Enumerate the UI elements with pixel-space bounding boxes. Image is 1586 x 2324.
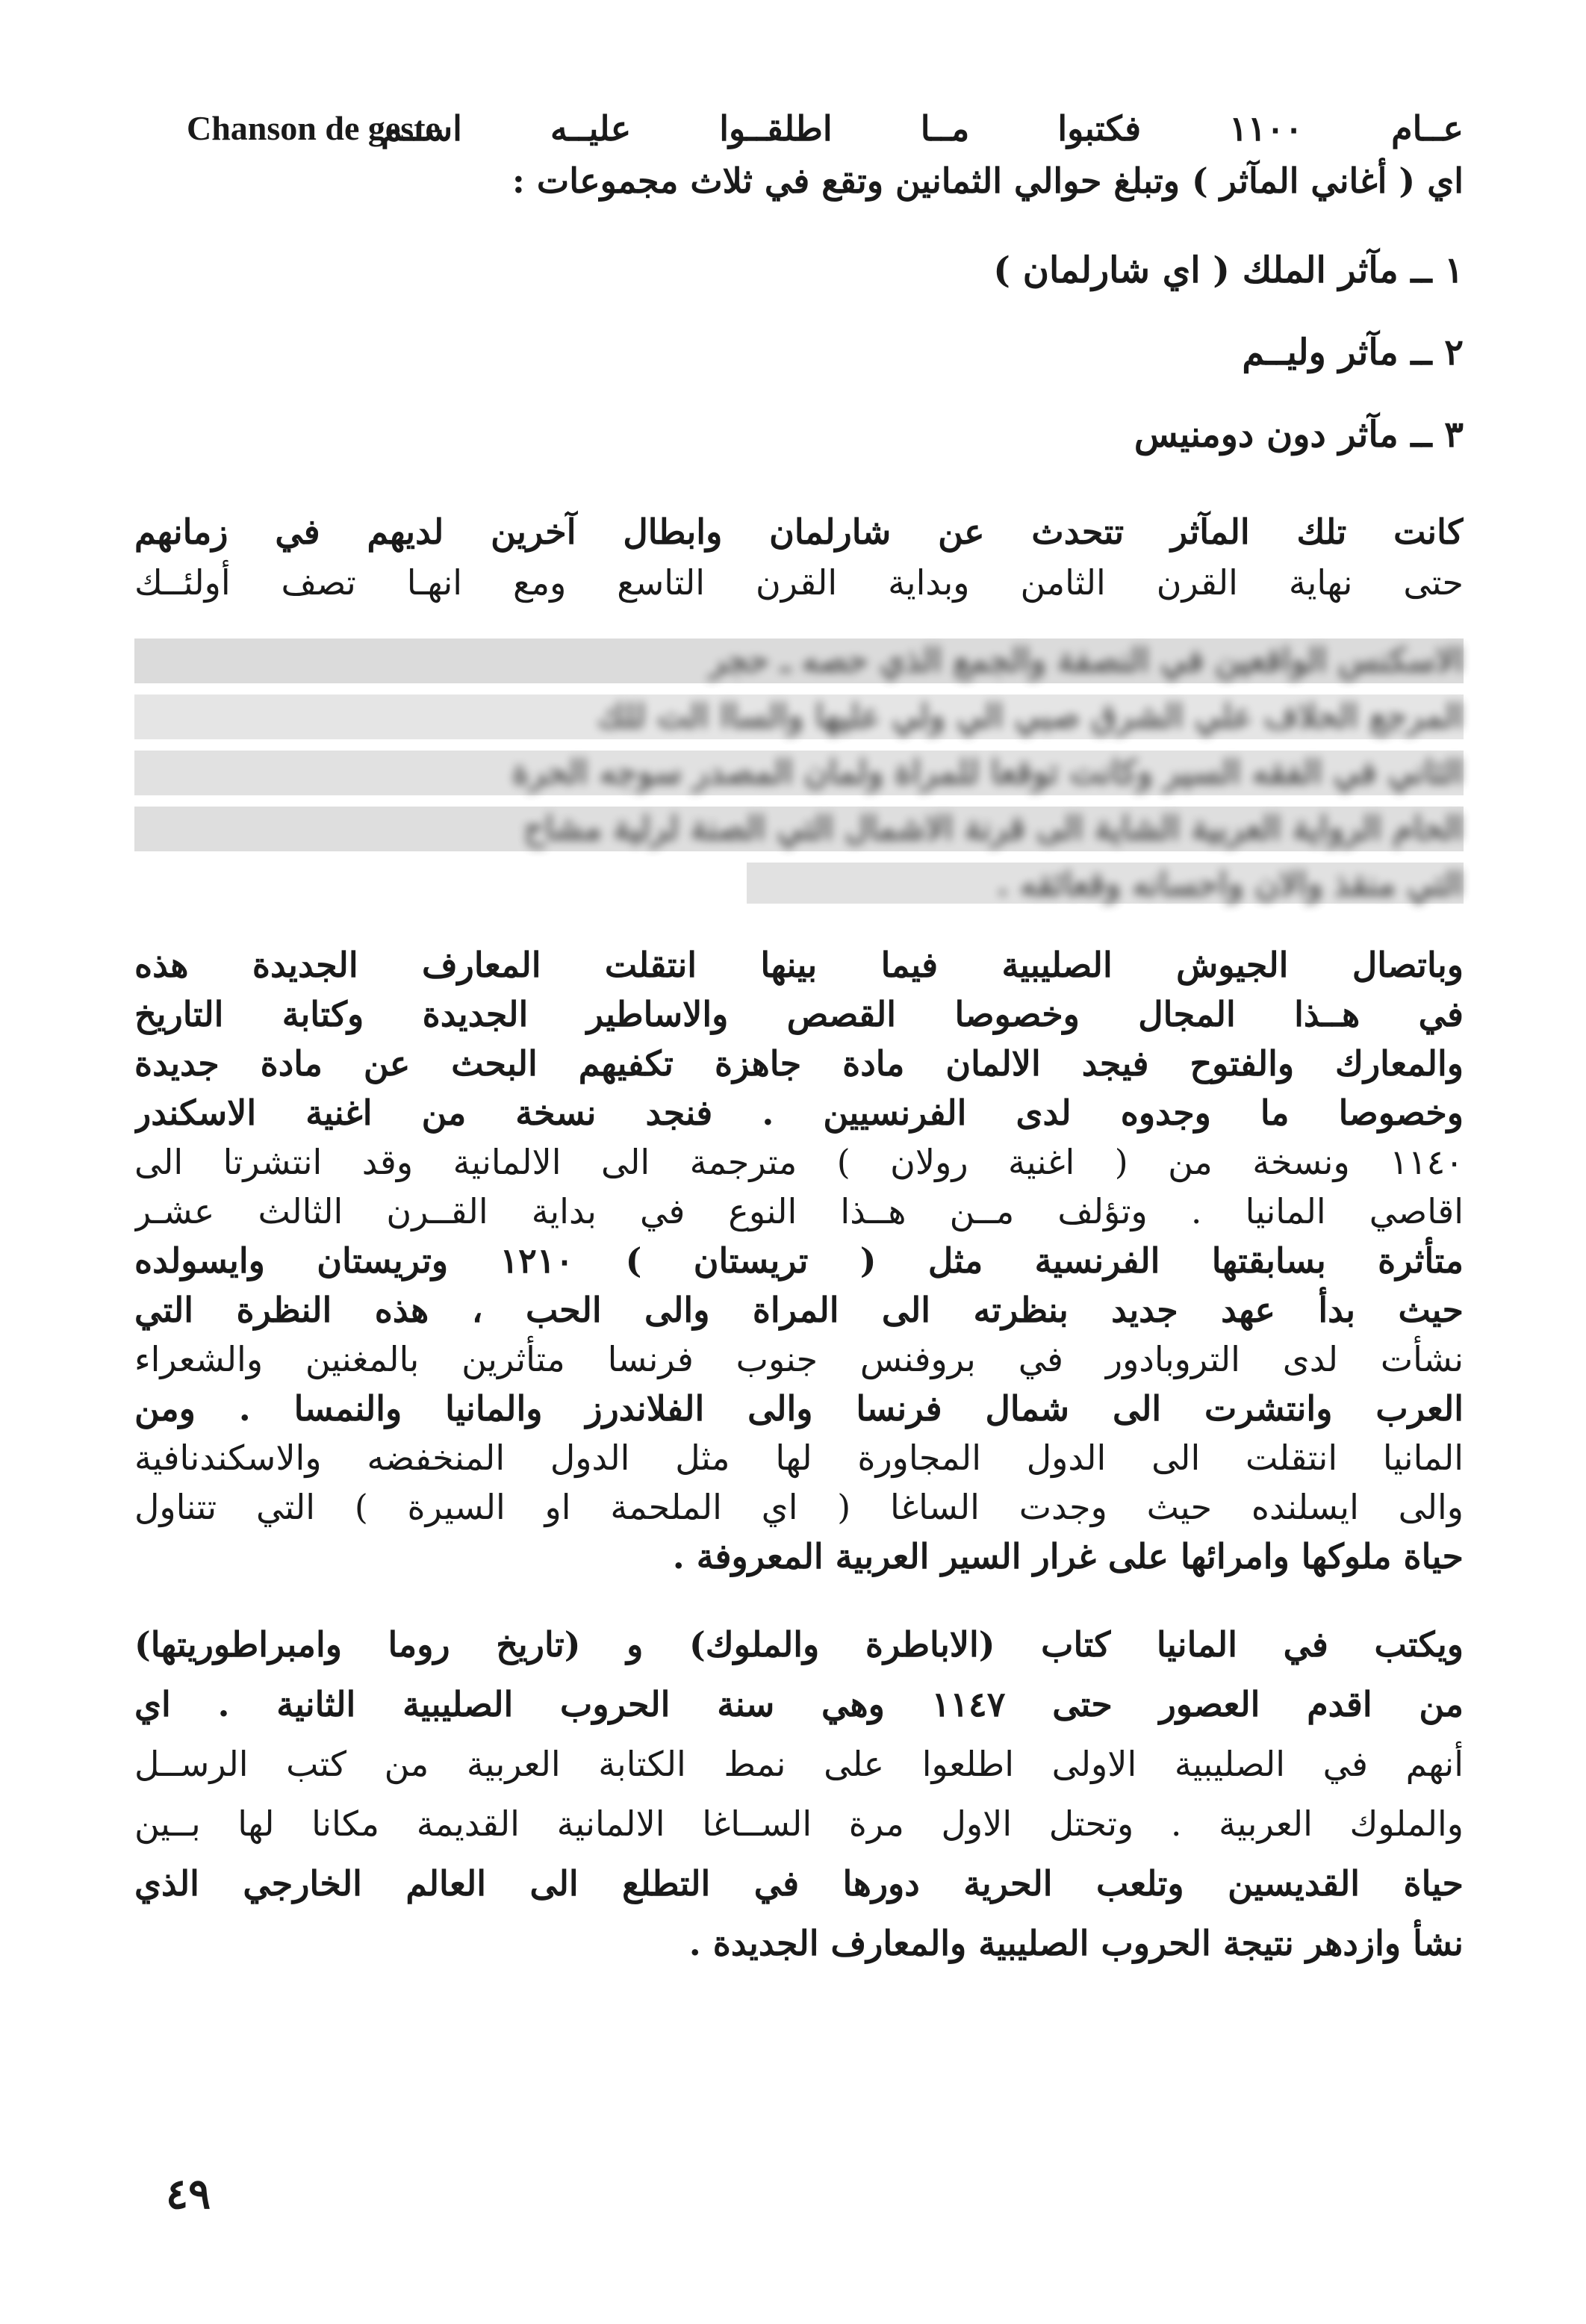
- paragraph-1-line-2: حتى نهاية القرن الثامن وبداية القرن التاسع ومع انهـا تصف أولئــك: [134, 562, 1464, 603]
- paragraph-2-line-5: ١١٤٠ ونسخة من ( اغنية رولان ) مترجمة الى الالمانية وقد انتشرتا الى: [134, 1142, 1464, 1182]
- paragraph-3-line-6: نشأ وازدهر نتيجة الحروب الصليبية والمعارف الجديدة .: [688, 1923, 1464, 1963]
- paragraph-3-line-2: من اقدم العصور حتى ١١٤٧ وهي سنة الحروب الصليبية الثانية . اي: [134, 1684, 1464, 1724]
- paragraph-2-line-13: حياة ملوكها وامرائها على غرار السير العربية المعروفة .: [672, 1536, 1464, 1576]
- latin-term: Chanson de geste: [187, 109, 441, 147]
- blurred-line-3: الثاني في الفقه السير وكانت توقعا للمراة ولمان المصدر سوجه الحرة: [511, 754, 1464, 792]
- paragraph-2-line-3: والمعارك والفتوح فيجد الالمان مادة جاهزة تكفيهم البحث عن مادة جديدة: [134, 1043, 1464, 1084]
- list-item-1: ١ ــ مآثر الملك ( اي شارلمان ): [993, 249, 1464, 291]
- blurred-line-2: المرجع الحلاف علي الشرق صبي الي ولي عليها والساا الت للك: [597, 697, 1464, 736]
- page-number: ٤٩: [166, 2169, 211, 2219]
- paragraph-2-line-4: وخصوصا ما وجدوه لدى الفرنسيين . فنجد نسخة من اغنية الاسكندر: [134, 1093, 1464, 1133]
- intro-line-2: اي ( أغاني المآثر ) وتبلغ حوالي الثمانين وتقع في ثلاث مجموعات :: [511, 161, 1464, 201]
- paragraph-3-line-1: ويكتب في المانيا كتاب (الاباطرة والملوك) و (تاريخ روما وامبراطوريتها): [134, 1624, 1464, 1665]
- blurred-line-1: الاسكنس الواقعين في النصفة والجمع الذي حصه ـ حجر: [709, 641, 1464, 680]
- paragraph-2-line-10: العرب وانتشرت الى شمال فرنسا والى الفلاندرز والمانيا والنمسا . ومن: [134, 1388, 1464, 1429]
- paragraph-2-line-12: والى ايسلنده حيث وجدت الساغا ( اي الملحمة او السيرة ) التي تتناول: [134, 1487, 1464, 1527]
- paragraph-3-line-4: والملوك العربية . وتحتل الاول مرة الســاغا الالمانية القديمة مكانا لها بــين: [134, 1803, 1464, 1844]
- paragraph-1-line-1: كانت تلك المآثر تتحدث عن شارلمان وابطال آخرين لديهم في زمانهم: [134, 512, 1464, 552]
- paragraph-2-line-11: المانيا انتقلت الى الدول المجاورة لها مثل الدول المنخفضه والاسكندنافية: [134, 1438, 1464, 1478]
- blurred-line-4: الحام الرواية العربية الشاية الى قرنة الاشمال التي الصنة لرلية مشاح: [523, 810, 1464, 848]
- list-item-2: ٢ ــ مآثر وليــم: [1242, 332, 1464, 373]
- blurred-line-5: التي منقذ والان واحسانه وقعائقه .: [997, 866, 1464, 904]
- paragraph-2-line-7: متأثرة بسابقتها الفرنسية مثل ( تريستان ) ١٢١٠ وتريستان وايسولده: [134, 1240, 1464, 1281]
- document-page-continued: [134, 941, 1464, 2210]
- paragraph-2-line-8: حيث بدأ عهد جديد بنظرته الى المراة والى الحب ، هذه النظرة التي: [134, 1290, 1464, 1330]
- intro-line-1: عــام ١١٠٠ فكتبوا مــا اطلقــوا عليــه اســم: [381, 108, 1464, 149]
- paragraph-2-line-6: اقاصي المانيا . وتؤلف مــن هــذا النوع في بداية القــرن الثالث عشـر: [134, 1191, 1464, 1231]
- paragraph-2-line-2: في هــذا المجال وخصوصا القصص والاساطير الجديدة وكتابة التاريخ: [134, 994, 1464, 1034]
- paragraph-3-line-5: حياة القديسين وتلعب الحرية دورها في التطلع الى العالم الخارجي الذي: [134, 1863, 1464, 1904]
- redacted-blurred-block: [134, 631, 1464, 915]
- list-item-3: ٣ ــ مآثر دون دومنيس: [1133, 414, 1464, 456]
- paragraph-2-line-1: وباتصال الجيوش الصليبية فيما بينها انتقلت المعارف الجديدة هذه: [134, 945, 1464, 985]
- paragraph-2-line-9: نشأت لدى التروبادور في بروفنس جنوب فرنسا متأثرين بالمغنين والشعراء: [134, 1339, 1464, 1379]
- paragraph-3-line-3: أنهم في الصليبية الاولى اطلعوا على نمط الكتابة العربية من كتب الرســل: [134, 1744, 1464, 1784]
